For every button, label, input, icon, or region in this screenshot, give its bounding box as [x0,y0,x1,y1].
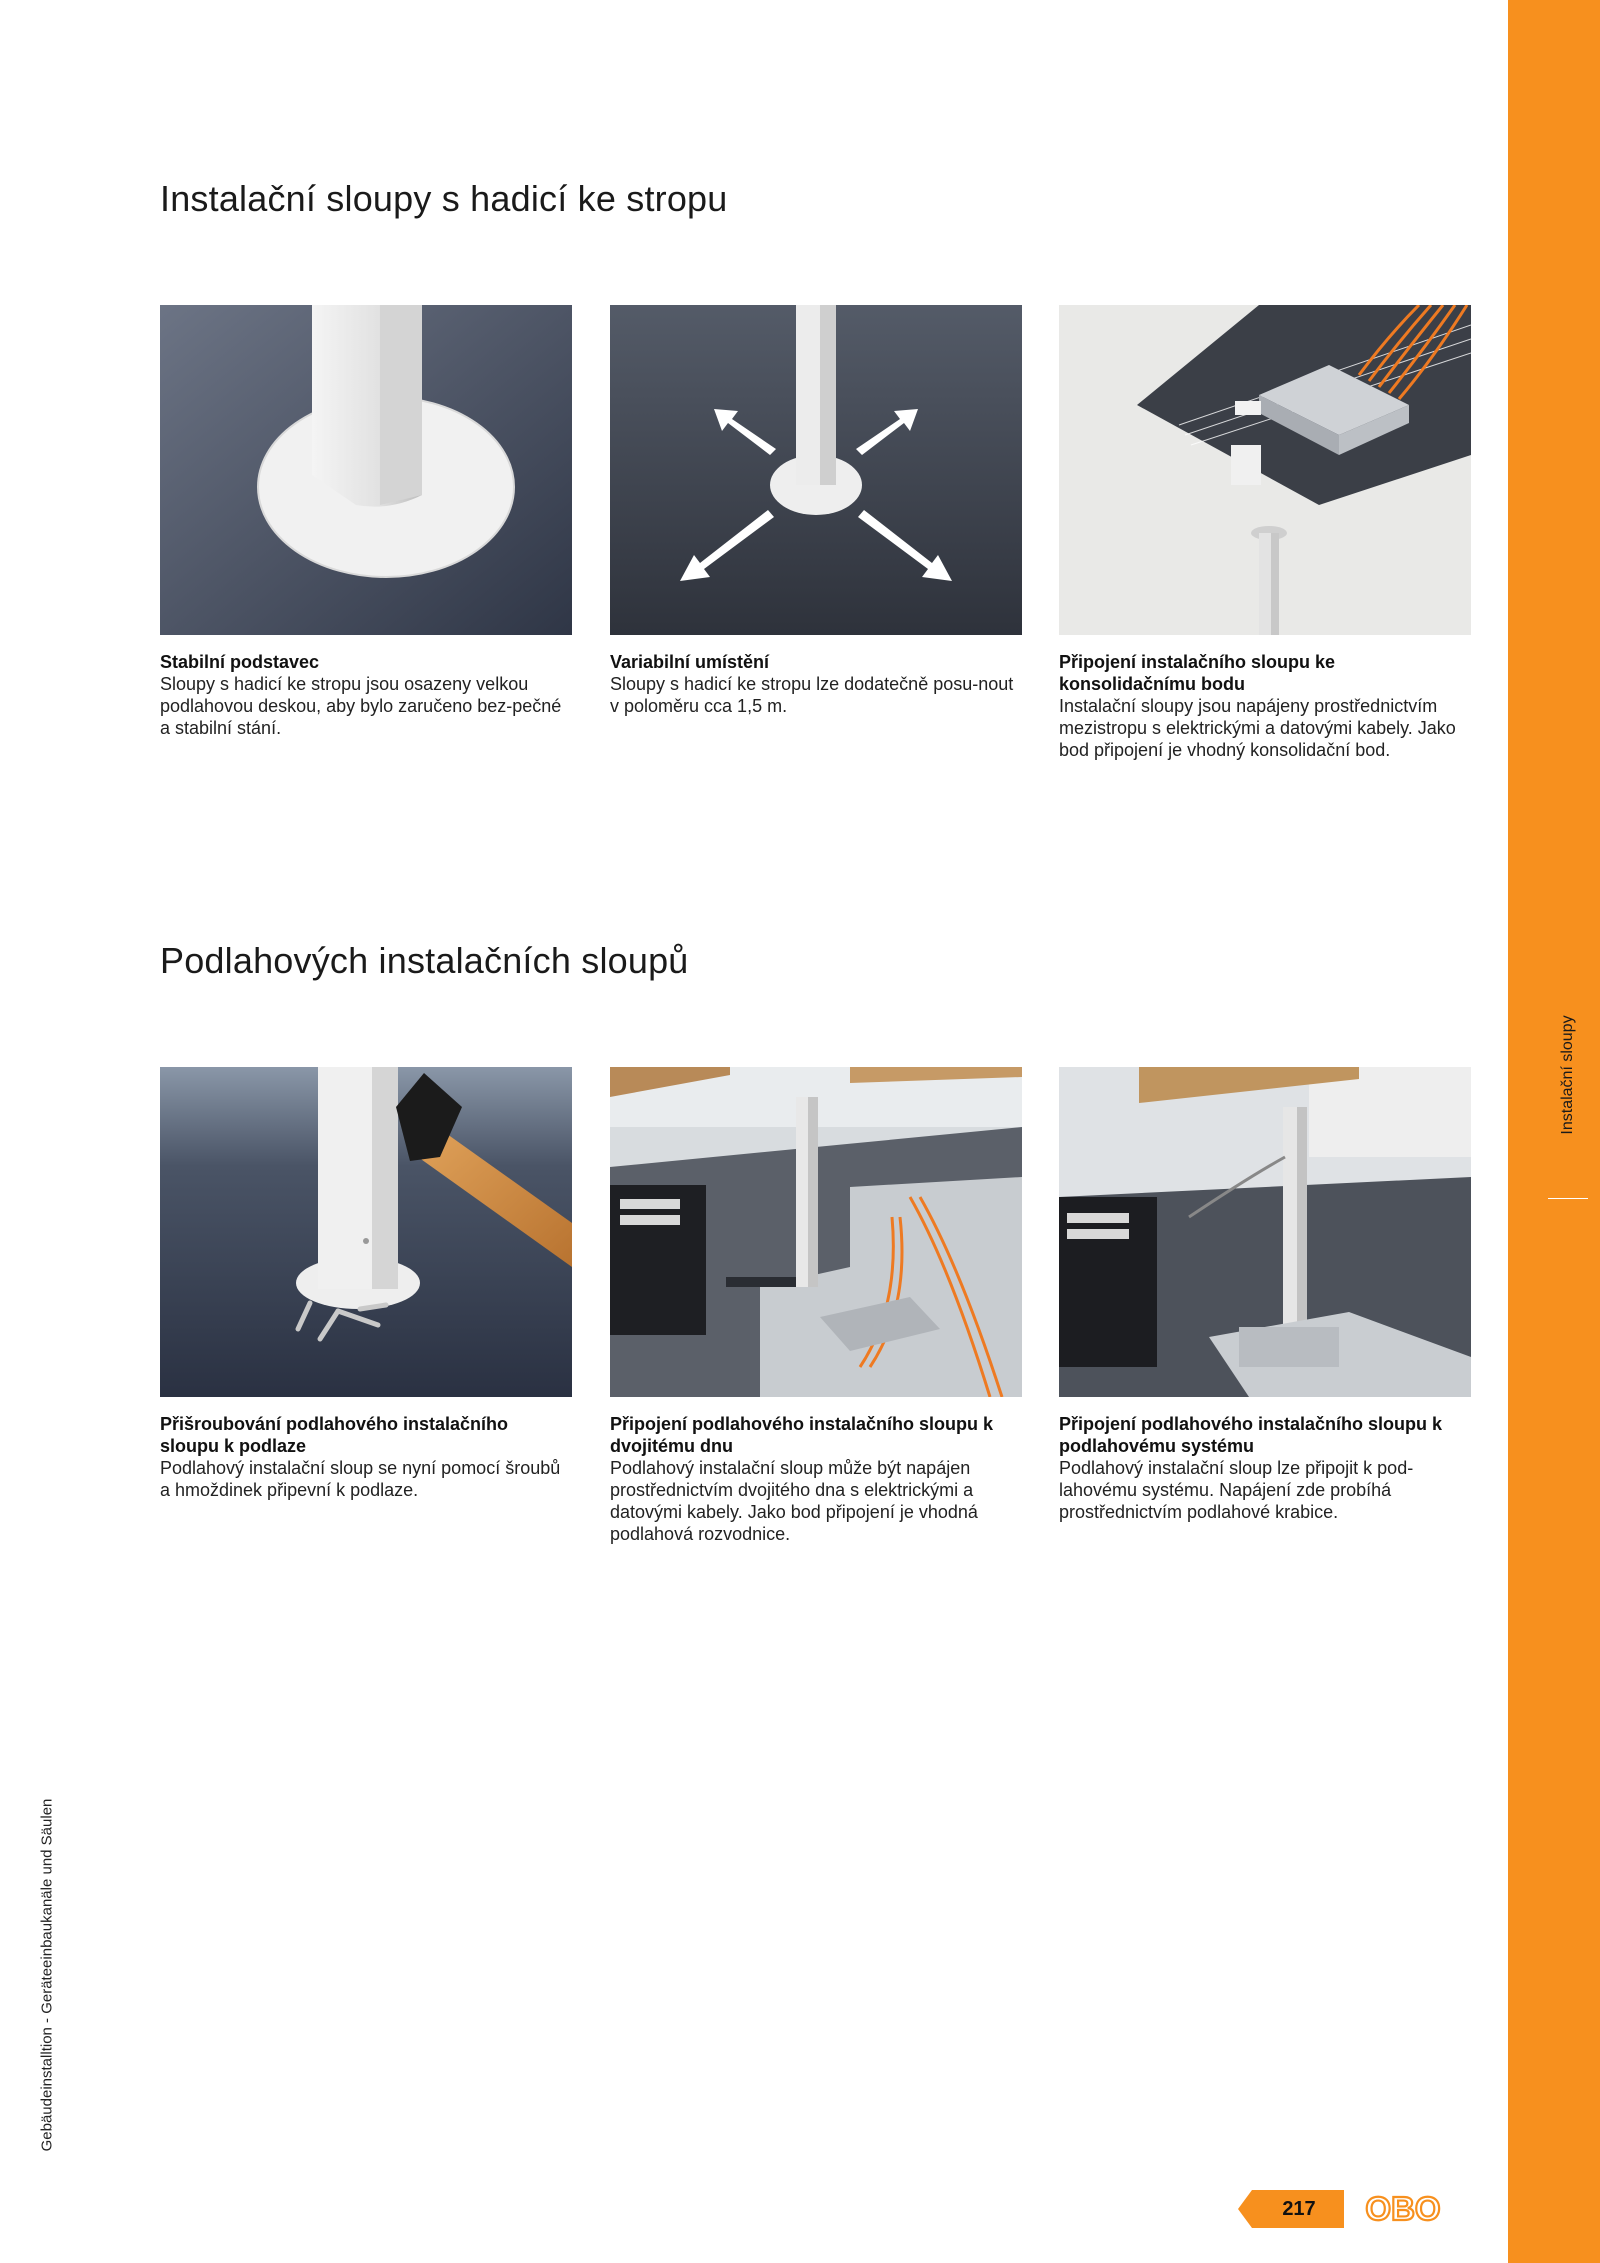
card-text: Instalační sloupy jsou napájeny prostřednictvím mezistropu s elektrickými a datovými kabely. Jako bod připojení je vhodný konsolidační bod. [1059,696,1456,760]
card-heading: Připojení podlahového instalačního sloupu k podlahovému systému [1059,1414,1443,1456]
running-footer-vertical: Gebäudeinstalltion - Geräteeinbaukanäle und Säulen [38,1798,56,2152]
card-text: Sloupy s hadicí ke stropu lze dodatečně posu-nout v poloměru cca 1,5 m. [610,674,1014,716]
card-heading: Stabilní podstavec [160,652,320,672]
card-heading: Přišroubování podlahového instalačního sloupu k podlaze [160,1414,509,1456]
card-heading: Připojení podlahového instalačního sloupu k dvojitému dnu [610,1414,994,1456]
section-title: Instalační sloupy s hadicí ke stropu [160,178,728,219]
photo-raised-floor [610,1067,1022,1397]
brand-wordmark: OBO [1365,2190,1441,2226]
section-title: Podlahových instalačních sloupů [160,940,689,981]
card-text: Podlahový instalační sloup lze připojit k pod-lahovému systému. Napájení zde probíhá prostřednictvím podlahové krabice. [1059,1458,1414,1522]
card-consolidation-point [1059,305,1471,761]
sidebar-divider [1548,1198,1588,1199]
card-heading: Připojení instalačního sloupu ke konsolidačnímu bodu [1059,652,1336,694]
photo-column-arrows [610,305,1022,635]
sidebar-tab-label: Instalační sloupy [1559,1015,1576,1135]
card-raised-floor [610,1067,1022,1545]
card-heading: Variabilní umístění [610,652,770,672]
photo-column-base [160,305,572,635]
page-number-tab [1238,2190,1344,2228]
page-number: 217 [1282,2198,1316,2220]
card-screw-to-floor [160,1067,572,1501]
photo-ceiling-box [1059,305,1471,635]
photo-floor-system [1059,1067,1471,1397]
obo-logo [1362,2190,1444,2226]
card-variable-position [610,305,1022,717]
card-text: Podlahový instalační sloup se nyní pomocí šroubů a hmoždinek připevní k podlaze. [160,1458,561,1500]
card-stable-base [160,305,572,739]
orange-sidebar [1508,0,1600,2263]
card-text: Podlahový instalační sloup může být napájen prostřednictvím dvojitého dna s elektrickými a datovými kabely. Jako bod připojení je vhodná podlahová rozvodnice. [610,1458,978,1544]
card-text: Sloupy s hadicí ke stropu jsou osazeny velkou podlahovou deskou, aby bylo zaručeno bez-pečné a stabilní stání. [160,674,562,738]
card-floor-system [1059,1067,1471,1523]
photo-hammer-screws [160,1067,572,1397]
